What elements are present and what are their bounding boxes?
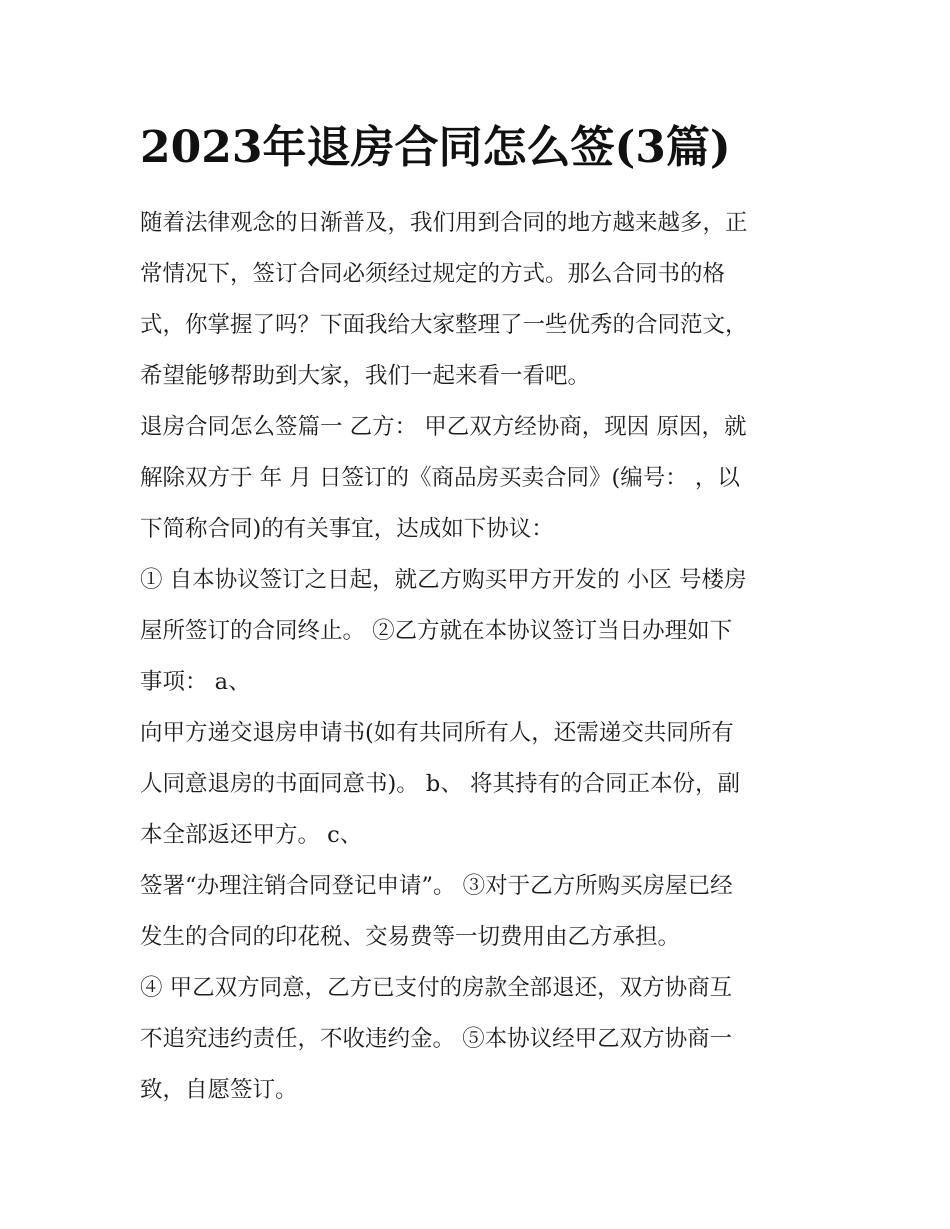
body-line: ① 自本协议签订之日起，就乙方购买甲方开发的 小区 号楼房 [140, 567, 747, 593]
document-title: 2023年退房合同怎么签(3篇) [140, 122, 731, 173]
body-line: 不追究违约责任，不收违约金。 ⑤本协议经甲乙双方协商一 [140, 1026, 733, 1052]
body-line: 致，自愿签订。 [140, 1077, 298, 1103]
document-body [140, 198, 820, 1116]
body-line: 向甲方递交退房申请书(如有共同所有人，还需递交共同所有 [140, 720, 734, 746]
body-line: 下简称合同)的有关事宜，达成如下协议： [140, 516, 554, 542]
body-line: 人同意退房的书面同意书)。 b、 将其持有的合同正本份，副 [140, 771, 740, 797]
body-line: 屋所签订的合同终止。 ②乙方就在本协议签订当日办理如下 [140, 618, 733, 644]
body-line: 发生的合同的印花税、交易费等一切费用由乙方承担。 [140, 924, 681, 950]
body-line: ④ 甲乙双方同意，乙方已支付的房款全部退还，双方协商互 [140, 975, 733, 1001]
body-line: 事项： a、 [140, 669, 251, 695]
body-line: 退房合同怎么签篇一 乙方： 甲乙双方经协商，现因 原因，就 [140, 414, 747, 440]
body-line: 签署“办理注销合同登记申请”。 ③对于乙方所购买房屋已经 [140, 873, 733, 899]
body-line: 本全部返还甲方。 c、 [140, 822, 363, 848]
body-line: 式，你掌握了吗？下面我给大家整理了一些优秀的合同范文， [140, 312, 748, 338]
body-line: 常情况下，签订合同必须经过规定的方式。那么合同书的格 [140, 261, 726, 287]
body-line: 希望能够帮助到大家，我们一起来看一看吧。 [140, 363, 591, 389]
body-line: 解除双方于 年 月 日签订的《商品房买卖合同》(编号： ，以 [140, 465, 740, 491]
body-line: 随着法律观念的日渐普及，我们用到合同的地方越来越多，正 [140, 210, 748, 236]
